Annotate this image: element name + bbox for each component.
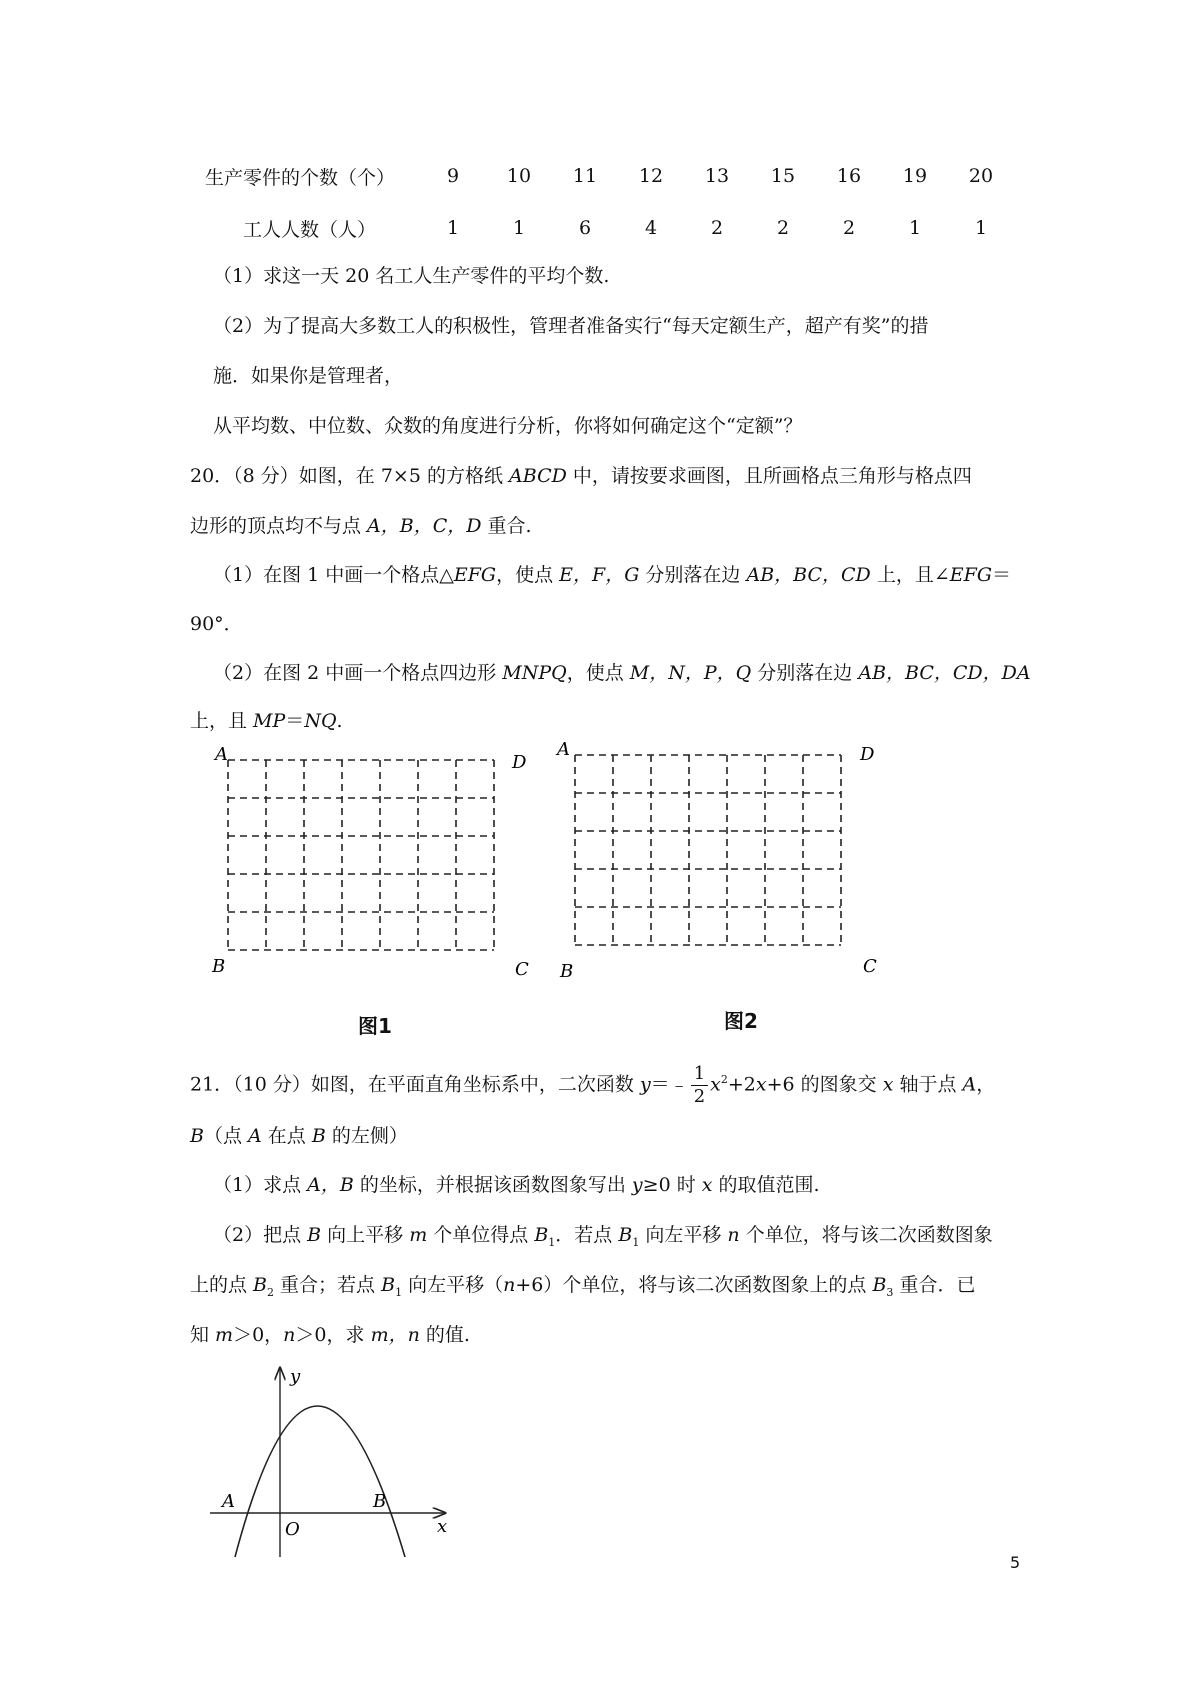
q20-text: 重合. <box>481 515 532 537</box>
table-cell: 2 <box>776 217 790 239</box>
table-cell: 4 <box>644 217 658 239</box>
q21-text: 向左平移（ <box>402 1274 504 1296</box>
q21-text: 个单位得点 <box>427 1224 535 1246</box>
q21-var: B <box>190 1125 204 1147</box>
q21-text: ＞0，求 <box>295 1324 371 1346</box>
label-C: C <box>515 959 529 980</box>
subscript: 3 <box>886 1285 894 1299</box>
table-cell: 13 <box>704 165 730 187</box>
q20-var: M，N，P，Q <box>629 662 752 684</box>
q20-var: AB，BC，CD，DA <box>858 662 1031 684</box>
q21-var: A，B <box>307 1174 354 1196</box>
subscript: 2 <box>267 1285 275 1299</box>
subscript: 1 <box>395 1285 403 1299</box>
q19-part2-line3: 从平均数、中位数、众数的角度进行分析，你将如何确定这个“定额”？ <box>213 415 803 437</box>
row-label-workers: 工人人数（人） <box>243 218 377 241</box>
label-D: D <box>512 752 527 773</box>
label-A: A <box>215 744 228 765</box>
q21-text: 重合．已 <box>893 1274 976 1296</box>
q21-text: ＝﹣ <box>650 1073 689 1096</box>
q21-var: B <box>311 1125 326 1147</box>
q20-text: ，使点 <box>566 662 630 684</box>
q20-text: （2）在图 2 中画一个格点四边形 <box>213 662 503 684</box>
table-cell: 1 <box>446 217 460 239</box>
figure2-grid <box>555 735 895 985</box>
q20-var: EFG <box>453 564 497 586</box>
q20-text: 上，且 <box>190 710 254 732</box>
q21-text: 向上平移 <box>321 1224 410 1246</box>
label-A: A <box>557 739 570 760</box>
q21-text: 重合；若点 <box>274 1274 382 1296</box>
q21-text: ．若点 <box>555 1224 619 1246</box>
q20-var: ABCD <box>509 465 567 487</box>
table-cell: 20 <box>968 165 994 187</box>
q21-text: 的坐标，并根据该函数图象写出 <box>353 1174 632 1196</box>
q20-text: . <box>336 710 343 732</box>
origin-label: O <box>285 1519 300 1540</box>
q21-var: B <box>307 1224 322 1246</box>
label-B: B <box>560 961 574 982</box>
q21-var: x <box>882 1073 894 1096</box>
q21-text: 的取值范围. <box>712 1174 820 1196</box>
q21-text: ， <box>976 1073 996 1096</box>
label-B: B <box>212 956 226 977</box>
frequency-table <box>205 150 1014 254</box>
table-row <box>205 202 1014 254</box>
q21-text: 的左侧） <box>325 1125 408 1147</box>
q21-var: m，n <box>370 1324 420 1346</box>
q21-line1 <box>190 1058 995 1110</box>
q21-text: 知 <box>190 1324 216 1346</box>
q21-text: 向左平移 <box>639 1224 728 1246</box>
table-cell: 2 <box>710 217 724 239</box>
q20-text: 上，且∠ <box>870 564 950 586</box>
q21-part2-line2 <box>190 1272 975 1306</box>
q21-text: +6）个单位，将与该二次函数图象上的点 <box>515 1274 873 1296</box>
point-A-label: A <box>222 1491 235 1512</box>
q21-text: 个单位，将与该二次函数图象 <box>739 1224 993 1246</box>
table-cell: 1 <box>908 217 922 239</box>
y-axis-label: y <box>290 1366 301 1387</box>
q21-text: （1）求点 <box>213 1174 308 1196</box>
q20-text: 边形的顶点均不与点 <box>190 515 368 537</box>
table-cell: 6 <box>578 217 592 239</box>
q21-text: +2 <box>727 1073 756 1096</box>
fraction-denominator: 2 <box>693 1085 706 1107</box>
subscript: 1 <box>632 1235 640 1249</box>
q21-var: n <box>503 1274 516 1296</box>
q19-part2-line1: （2）为了提高大多数工人的积极性，管理者准备实行“每天定额生产，超产有奖”的措 <box>213 315 929 337</box>
q21-var: x <box>755 1073 767 1096</box>
q21-var: B <box>381 1274 396 1296</box>
q20-var: MNPQ <box>502 662 567 684</box>
q21-line2 <box>190 1123 408 1149</box>
q21-text: ＞0， <box>233 1324 284 1346</box>
q20-line1 <box>190 463 972 489</box>
figure2-caption: 图2 <box>724 1009 758 1033</box>
q21-var: n <box>283 1324 296 1346</box>
q21-text: +6 的图象交 <box>766 1073 883 1096</box>
q21-part1 <box>213 1172 820 1198</box>
q20-var: E，F，G <box>559 564 640 586</box>
q20-var: EFG <box>949 564 992 586</box>
label-C: C <box>863 956 877 977</box>
q20-text: 分别落在边 <box>639 564 747 586</box>
fraction-one-half <box>691 1063 708 1108</box>
grid-lines <box>228 760 494 950</box>
grid-lines <box>575 755 841 945</box>
q21-var: m <box>409 1224 428 1246</box>
q20-var: AB，BC，CD <box>746 564 871 586</box>
exponent: 2 <box>720 1073 728 1086</box>
x-axis-label: x <box>437 1516 448 1537</box>
parabola-graph <box>205 1360 455 1560</box>
figure1-grid <box>210 740 540 980</box>
q21-part2-line3 <box>190 1322 470 1348</box>
table-cell: 15 <box>770 165 796 187</box>
q20-text: ，使点 <box>496 564 560 586</box>
subscript: 1 <box>548 1235 556 1249</box>
q20-text: 20．（8 分）如图，在 7×5 的方格纸 <box>190 465 510 487</box>
q21-text: 轴于点 <box>893 1073 963 1096</box>
q21-text: 21．（10 分）如图，在平面直角坐标系中，二次函数 <box>190 1073 640 1096</box>
q21-part2-line1 <box>213 1222 993 1256</box>
q20-part2-line2 <box>190 708 343 734</box>
q19-part2-line2: 施．如果你是管理者， <box>213 365 404 387</box>
q20-text: （1）在图 1 中画一个格点△ <box>213 564 454 586</box>
q20-text: 中，请按要求画图，且所画格点三角形与格点四 <box>566 465 972 487</box>
q21-text: 上的点 <box>190 1274 254 1296</box>
point-B-label: B <box>373 1491 387 1512</box>
q20-part2-line1 <box>213 660 1031 686</box>
parabola-curve <box>235 1406 405 1557</box>
q20-part1-line2: 90°． <box>190 613 243 635</box>
q21-var: x <box>710 1073 721 1096</box>
q20-part1-line1 <box>213 562 1011 588</box>
table-cell: 10 <box>506 165 532 187</box>
q20-text: ＝ <box>992 564 1012 586</box>
q21-var: B <box>618 1224 633 1246</box>
q21-var: y <box>631 1174 643 1196</box>
q21-text: ≥0 时 <box>642 1174 702 1196</box>
q21-text: （点 <box>203 1125 249 1147</box>
q21-var: A <box>248 1125 262 1147</box>
table-cell: 1 <box>974 217 988 239</box>
table-cell: 12 <box>638 165 664 187</box>
q21-var: B <box>253 1274 268 1296</box>
q21-var: B <box>534 1224 549 1246</box>
fraction-numerator: 1 <box>691 1063 708 1086</box>
q20-text: 分别落在边 <box>751 662 859 684</box>
page-number: 5 <box>1010 1553 1021 1572</box>
q21-var: B <box>872 1274 887 1296</box>
q20-var: A，B，C，D <box>367 515 482 537</box>
table-cell: 2 <box>842 217 856 239</box>
q21-text: （2）把点 <box>213 1224 308 1246</box>
row-label-parts: 生产零件的个数（个） <box>205 166 396 189</box>
label-D: D <box>860 744 875 765</box>
q21-var: m <box>215 1324 234 1346</box>
table-row <box>205 150 1014 202</box>
table-cell: 11 <box>572 165 598 187</box>
table-cell: 1 <box>512 217 526 239</box>
q21-var: x <box>701 1174 713 1196</box>
q20-line2 <box>190 513 532 539</box>
q21-var: y <box>639 1073 651 1096</box>
table-cell: 9 <box>446 165 460 187</box>
table-cell: 16 <box>836 165 862 187</box>
figure1-caption: 图1 <box>358 1014 392 1038</box>
q21-var: A <box>962 1073 977 1096</box>
q20-text: ＝ <box>285 710 305 732</box>
table-cell: 19 <box>902 165 928 187</box>
q20-var: MP <box>253 710 286 732</box>
q21-text: 在点 <box>261 1125 312 1147</box>
q21-var: n <box>727 1224 740 1246</box>
q19-part1: （1）求这一天 20 名工人生产零件的平均个数. <box>213 265 610 287</box>
q21-text: 的值. <box>419 1324 470 1346</box>
q20-var: NQ <box>304 710 337 732</box>
